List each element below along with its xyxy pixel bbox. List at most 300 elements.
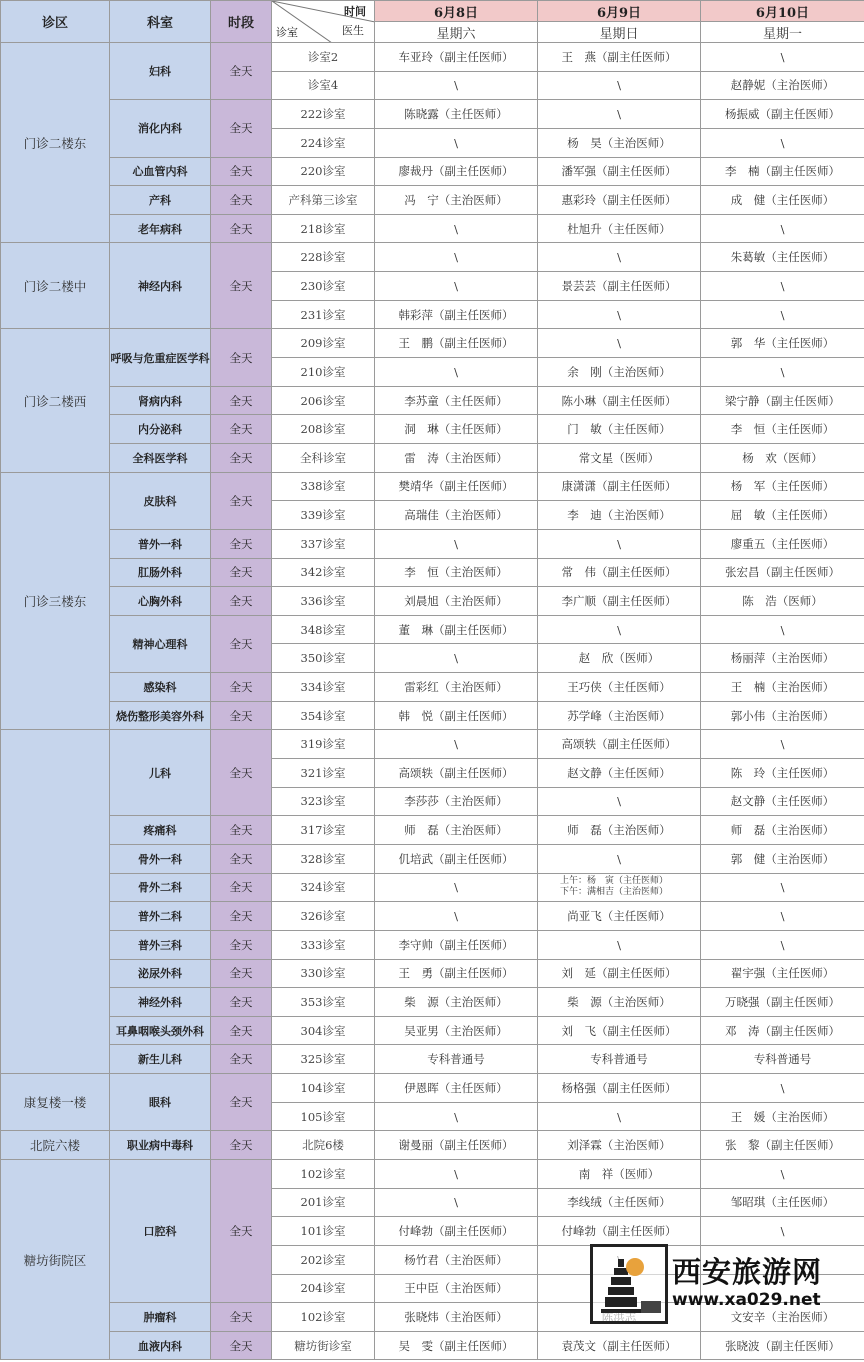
room-cell: 210诊室 <box>272 358 375 387</box>
area-cell <box>1 730 110 1074</box>
area-cell: 糖坊街院区 <box>1 1159 110 1359</box>
date-2: 6月9日 <box>538 1 701 22</box>
weekday-2: 星期日 <box>538 22 701 43</box>
watermark-logo <box>586 1244 848 1322</box>
room-cell: 206诊室 <box>272 386 375 415</box>
doctor-cell <box>538 873 701 902</box>
doctor-cell: 邓 涛（副主任医师） <box>701 1016 864 1045</box>
period-cell: 全天 <box>211 816 272 845</box>
period-cell: 全天 <box>211 930 272 959</box>
table-row <box>1 415 864 444</box>
doctor-cell: \ <box>375 243 538 272</box>
doctor-cell: \ <box>538 100 701 129</box>
room-cell: 337诊室 <box>272 529 375 558</box>
doctor-cell: 刘 延（副主任医师） <box>538 959 701 988</box>
doctor-cell: 王 媛（主治医师） <box>701 1102 864 1131</box>
room-cell: 321诊室 <box>272 759 375 788</box>
room-cell: 228诊室 <box>272 243 375 272</box>
room-cell: 354诊室 <box>272 701 375 730</box>
room-cell: 350诊室 <box>272 644 375 673</box>
doctor-cell: \ <box>538 329 701 358</box>
doctor-cell: \ <box>701 300 864 329</box>
room-cell: 328诊室 <box>272 844 375 873</box>
watermark-url: www.xa029.net <box>672 1290 821 1310</box>
doctor-cell: 付峰勃（副主任医师） <box>375 1217 538 1246</box>
table-row <box>1 959 864 988</box>
doctor-cell: \ <box>701 43 864 72</box>
table-row <box>1 1045 864 1074</box>
dept-cell: 肛肠外科 <box>110 558 211 587</box>
doctor-cell: 杨 欢（医师） <box>701 443 864 472</box>
doctor-cell: \ <box>375 730 538 759</box>
period-cell: 全天 <box>211 415 272 444</box>
dept-cell: 烧伤整形美容外科 <box>110 701 211 730</box>
table-row <box>1 1016 864 1045</box>
table-row <box>1 386 864 415</box>
room-cell: 353诊室 <box>272 988 375 1017</box>
room-cell: 224诊室 <box>272 128 375 157</box>
doctor-cell: 杨竹君（主治医师） <box>375 1245 538 1274</box>
area-cell: 门诊二楼东 <box>1 43 110 243</box>
watermark-title: 西安旅游网 <box>672 1255 823 1289</box>
doctor-cell: 郭小伟（主治医师） <box>701 701 864 730</box>
doctor-cell: 伊恩晖（主任医师） <box>375 1074 538 1103</box>
doctor-cell: 仉培武（副主任医师） <box>375 844 538 873</box>
doctor-cell: 梁宁静（副主任医师） <box>701 386 864 415</box>
doctor-cell: 专科普通号 <box>375 1045 538 1074</box>
room-cell: 339诊室 <box>272 501 375 530</box>
dept-cell: 血液内科 <box>110 1331 211 1360</box>
period-cell: 全天 <box>211 1074 272 1131</box>
doctor-cell: 余 刚（主治医师） <box>538 358 701 387</box>
doctor-cell: 李 恒（主治医师） <box>375 558 538 587</box>
doctor-cell: \ <box>701 902 864 931</box>
table-row <box>1 214 864 243</box>
room-cell: 201诊室 <box>272 1188 375 1217</box>
doctor-cell: \ <box>701 1159 864 1188</box>
dept-cell: 消化内科 <box>110 100 211 157</box>
room-cell: 348诊室 <box>272 615 375 644</box>
doctor-cell: \ <box>538 844 701 873</box>
doctor-cell: 朱葛敏（主任医师） <box>701 243 864 272</box>
room-cell: 218诊室 <box>272 214 375 243</box>
table-row <box>1 472 864 501</box>
doctor-cell: 郭 华（主任医师） <box>701 329 864 358</box>
doctor-cell: 雷彩红（主治医师） <box>375 673 538 702</box>
header-corner <box>272 1 375 43</box>
dept-cell: 眼科 <box>110 1074 211 1131</box>
table-row <box>1 615 864 644</box>
doctor-cell: \ <box>701 358 864 387</box>
room-cell: 323诊室 <box>272 787 375 816</box>
room-cell: 104诊室 <box>272 1074 375 1103</box>
room-cell: 糖坊街诊室 <box>272 1331 375 1360</box>
room-cell: 102诊室 <box>272 1303 375 1332</box>
room-cell: 222诊室 <box>272 100 375 129</box>
doctor-cell: 李苏童（主任医师） <box>375 386 538 415</box>
dept-cell: 神经内科 <box>110 243 211 329</box>
period-cell: 全天 <box>211 558 272 587</box>
table-row <box>1 902 864 931</box>
doctor-cell: 屈 敏（主任医师） <box>701 501 864 530</box>
period-cell: 全天 <box>211 1303 272 1332</box>
period-cell: 全天 <box>211 988 272 1017</box>
room-cell: 336诊室 <box>272 587 375 616</box>
period-cell: 全天 <box>211 529 272 558</box>
doctor-cell: \ <box>701 214 864 243</box>
doctor-cell: 邹昭琪（主任医师） <box>701 1188 864 1217</box>
doctor-cell: 文安辛（主治医师） <box>701 1303 864 1332</box>
period-cell: 全天 <box>211 1016 272 1045</box>
table-row <box>1 1074 864 1103</box>
period-cell: 全天 <box>211 214 272 243</box>
table-row <box>1 587 864 616</box>
room-cell: 204诊室 <box>272 1274 375 1303</box>
doctor-cell: 苏学峰（主治医师） <box>538 701 701 730</box>
dept-cell: 耳鼻咽喉头颈外科 <box>110 1016 211 1045</box>
header-dept: 科室 <box>110 1 211 43</box>
room-cell: 319诊室 <box>272 730 375 759</box>
doctor-cell: 刘晨旭（主治医师） <box>375 587 538 616</box>
doctor-cell: 高颂轶（副主任医师） <box>375 759 538 788</box>
weekday-1: 星期六 <box>375 22 538 43</box>
room-cell: 333诊室 <box>272 930 375 959</box>
doctor-cell: \ <box>701 128 864 157</box>
room-cell: 330诊室 <box>272 959 375 988</box>
table-row <box>1 673 864 702</box>
doctor-cell: \ <box>701 873 864 902</box>
doctor-cell: 陈 浩（医师） <box>701 587 864 616</box>
doctor-cell: 董 琳（副主任医师） <box>375 615 538 644</box>
period-cell: 全天 <box>211 959 272 988</box>
doctor-cell: 高颂轶（副主任医师） <box>538 730 701 759</box>
doctor-cell: \ <box>375 214 538 243</box>
dept-cell: 儿科 <box>110 730 211 816</box>
period-cell: 全天 <box>211 1131 272 1160</box>
table-row <box>1 701 864 730</box>
table-row <box>1 558 864 587</box>
doctor-cell: 杨格强（副主任医师） <box>538 1074 701 1103</box>
doctor-cell: 陈晓露（主任医师） <box>375 100 538 129</box>
doctor-cell: 袁茂文（副主任医师） <box>538 1331 701 1360</box>
dept-cell: 疼痛科 <box>110 816 211 845</box>
area-cell: 门诊三楼东 <box>1 472 110 730</box>
doctor-cell: 陈 玲（主任医师） <box>701 759 864 788</box>
doctor-cell: \ <box>701 1217 864 1246</box>
dept-cell: 心胸外科 <box>110 587 211 616</box>
dept-cell: 肿瘤科 <box>110 1303 211 1332</box>
doctor-cell: 廖裁丹（副主任医师） <box>375 157 538 186</box>
sun-icon <box>626 1258 644 1276</box>
doctor-cell: 赵 欣（医师） <box>538 644 701 673</box>
dept-cell: 妇科 <box>110 43 211 100</box>
dept-cell: 骨外一科 <box>110 844 211 873</box>
dept-cell: 新生儿科 <box>110 1045 211 1074</box>
period-cell: 全天 <box>211 873 272 902</box>
period-cell: 全天 <box>211 186 272 215</box>
doctor-cell: 杨振威（副主任医师） <box>701 100 864 129</box>
room-cell: 101诊室 <box>272 1217 375 1246</box>
doctor-cell: \ <box>701 272 864 301</box>
doctor-cell: 付峰勃（副主任医师） <box>538 1217 701 1246</box>
dept-cell: 职业病中毒科 <box>110 1131 211 1160</box>
table-row <box>1 1331 864 1360</box>
doctor-cell: 成 健（主任医师） <box>701 186 864 215</box>
dept-cell: 骨外二科 <box>110 873 211 902</box>
period-cell: 全天 <box>211 1331 272 1360</box>
doctor-cell: 常文星（医师） <box>538 443 701 472</box>
area-cell: 门诊二楼西 <box>1 329 110 472</box>
area-cell: 门诊二楼中 <box>1 243 110 329</box>
period-cell: 全天 <box>211 701 272 730</box>
doctor-cell: 张宏昌（副主任医师） <box>701 558 864 587</box>
doctor-cell: 张 黎（副主任医师） <box>701 1131 864 1160</box>
room-cell: 诊室2 <box>272 43 375 72</box>
table-row <box>1 844 864 873</box>
table-row <box>1 1159 864 1188</box>
room-cell: 334诊室 <box>272 673 375 702</box>
header-period: 时段 <box>211 1 272 43</box>
doctor-cell: 潘军强（副主任医师） <box>538 157 701 186</box>
dept-cell: 心血管内科 <box>110 157 211 186</box>
doctor-cell: \ <box>375 1159 538 1188</box>
dept-cell: 老年病科 <box>110 214 211 243</box>
doctor-cell: 谢曼丽（副主任医师） <box>375 1131 538 1160</box>
dept-cell: 口腔科 <box>110 1159 211 1302</box>
doctor-cell: 李莎莎（主治医师） <box>375 787 538 816</box>
room-cell: 209诊室 <box>272 329 375 358</box>
room-cell: 北院6楼 <box>272 1131 375 1160</box>
doctor-cell: 赵静妮（主治医师） <box>701 71 864 100</box>
room-cell: 231诊室 <box>272 300 375 329</box>
doctor-cell: \ <box>375 902 538 931</box>
period-cell: 全天 <box>211 157 272 186</box>
doctor-cell: 车亚玲（副主任医师） <box>375 43 538 72</box>
doctor-cell: \ <box>538 930 701 959</box>
dept-cell: 普外一科 <box>110 529 211 558</box>
doctor-cell: 雷 涛（主治医师） <box>375 443 538 472</box>
doctor-cell: 王 燕（副主任医师） <box>538 43 701 72</box>
doctor-cell: \ <box>375 529 538 558</box>
period-cell: 全天 <box>211 615 272 672</box>
doctor-cell: 陈小琳（副主任医师） <box>538 386 701 415</box>
doctor-cell: \ <box>538 529 701 558</box>
period-cell: 全天 <box>211 844 272 873</box>
doctor-cell: 郭 健（主治医师） <box>701 844 864 873</box>
dept-cell: 皮肤科 <box>110 472 211 529</box>
room-cell: 105诊室 <box>272 1102 375 1131</box>
room-cell: 102诊室 <box>272 1159 375 1188</box>
period-cell: 全天 <box>211 243 272 329</box>
doctor-cell: 冯 宁（主治医师） <box>375 186 538 215</box>
doctor-cell: 高瑞佳（主治医师） <box>375 501 538 530</box>
doctor-cell: 韩 悦（副主任医师） <box>375 701 538 730</box>
dept-cell: 肾病内科 <box>110 386 211 415</box>
doctor-cell: \ <box>538 1102 701 1131</box>
dept-cell: 神经外科 <box>110 988 211 1017</box>
header-area: 诊区 <box>1 1 110 43</box>
doctor-cell: 万晓强（副主任医师） <box>701 988 864 1017</box>
doctor-cell: 李广顺（副主任医师） <box>538 587 701 616</box>
doctor-cell: \ <box>538 787 701 816</box>
doctor-cell: \ <box>375 71 538 100</box>
table-row <box>1 443 864 472</box>
doctor-cell: 惠彩玲（副主任医师） <box>538 186 701 215</box>
doctor-cell: 赵文静（主任医师） <box>701 787 864 816</box>
doctor-cell: 樊靖华（副主任医师） <box>375 472 538 501</box>
dept-cell: 泌尿外科 <box>110 959 211 988</box>
doctor-cell: 吴亚男（主治医师） <box>375 1016 538 1045</box>
dept-cell: 呼吸与危重症医学科 <box>110 329 211 386</box>
doctor-cell: 门 敏（主任医师） <box>538 415 701 444</box>
doctor-cell: 刘泽霖（主治医师） <box>538 1131 701 1160</box>
doctor-cell: 王巧侠（主任医师） <box>538 673 701 702</box>
doctor-cell: 李 迪（主治医师） <box>538 501 701 530</box>
doctor-cell: 李 恒（主任医师） <box>701 415 864 444</box>
doctor-cell: 王 鹏（副主任医师） <box>375 329 538 358</box>
room-cell: 220诊室 <box>272 157 375 186</box>
table-row <box>1 100 864 129</box>
doctor-line: 下午：满相吉（主治医师） <box>560 887 669 898</box>
area-cell: 北院六楼 <box>1 1131 110 1160</box>
table-row <box>1 730 864 759</box>
doctor-cell: \ <box>701 1074 864 1103</box>
doctor-cell: 康潇潇（副主任医师） <box>538 472 701 501</box>
doctor-cell: \ <box>538 615 701 644</box>
period-cell: 全天 <box>211 329 272 386</box>
doctor-line: 上午：杨 寅（主任医师） <box>560 876 669 887</box>
doctor-cell: 韩彩萍（副主任医师） <box>375 300 538 329</box>
doctor-cell: 师 磊（主治医师） <box>538 816 701 845</box>
doctor-cell: 柴 源（主治医师） <box>375 988 538 1017</box>
doctor-cell: 洞 琳（主任医师） <box>375 415 538 444</box>
room-cell: 诊室4 <box>272 71 375 100</box>
period-cell: 全天 <box>211 386 272 415</box>
doctor-cell: 王中臣（主治医师） <box>375 1274 538 1303</box>
doctor-cell: 常 伟（副主任医师） <box>538 558 701 587</box>
table-row <box>1 529 864 558</box>
room-cell: 202诊室 <box>272 1245 375 1274</box>
room-cell: 317诊室 <box>272 816 375 845</box>
dept-cell: 感染科 <box>110 673 211 702</box>
dept-cell: 精神心理科 <box>110 615 211 672</box>
doctor-cell: \ <box>538 300 701 329</box>
period-cell: 全天 <box>211 587 272 616</box>
doctor-cell: 杨丽萍（主治医师） <box>701 644 864 673</box>
doctor-cell: 尚亚飞（主任医师） <box>538 902 701 931</box>
doctor-cell: 师 磊（主治医师） <box>701 816 864 845</box>
doctor-cell: \ <box>375 644 538 673</box>
doctor-cell: 专科普通号 <box>701 1045 864 1074</box>
period-cell: 全天 <box>211 100 272 157</box>
doctor-cell: \ <box>375 272 538 301</box>
room-cell: 326诊室 <box>272 902 375 931</box>
table-row <box>1 329 864 358</box>
room-cell: 208诊室 <box>272 415 375 444</box>
doctor-cell: \ <box>375 358 538 387</box>
dept-cell: 全科医学科 <box>110 443 211 472</box>
doctor-cell: 杨 军（主任医师） <box>701 472 864 501</box>
doctor-cell: 张晓波（副主任医师） <box>701 1331 864 1360</box>
weekday-3: 星期一 <box>701 22 864 43</box>
doctor-cell: 赵文静（主任医师） <box>538 759 701 788</box>
doctor-cell: \ <box>701 615 864 644</box>
doctor-cell: \ <box>538 243 701 272</box>
doctor-cell: 王 楠（主治医师） <box>701 673 864 702</box>
doctor-cell: 柴 源（主治医师） <box>538 988 701 1017</box>
doctor-cell: 李守帅（副主任医师） <box>375 930 538 959</box>
doctor-cell: \ <box>375 1188 538 1217</box>
doctor-cell: 吴 雯（副主任医师） <box>375 1331 538 1360</box>
period-cell: 全天 <box>211 673 272 702</box>
period-cell: 全天 <box>211 1159 272 1302</box>
date-1: 6月8日 <box>375 1 538 22</box>
dept-cell: 普外二科 <box>110 902 211 931</box>
doctor-cell: 杨 昊（主治医师） <box>538 128 701 157</box>
doctor-cell: \ <box>701 730 864 759</box>
doctor-cell: 廖重五（主任医师） <box>701 529 864 558</box>
table-row <box>1 243 864 272</box>
doctor-cell: 师 磊（主治医师） <box>375 816 538 845</box>
table-row <box>1 43 864 72</box>
room-cell: 产科第三诊室 <box>272 186 375 215</box>
room-cell: 324诊室 <box>272 873 375 902</box>
doctor-cell: 李 楠（副主任医师） <box>701 157 864 186</box>
period-cell: 全天 <box>211 1045 272 1074</box>
table-row <box>1 186 864 215</box>
doctor-cell: \ <box>538 71 701 100</box>
area-cell: 康复楼一楼 <box>1 1074 110 1131</box>
pagoda-icon <box>590 1244 668 1324</box>
room-cell: 325诊室 <box>272 1045 375 1074</box>
room-cell: 342诊室 <box>272 558 375 587</box>
table-row <box>1 988 864 1017</box>
room-cell: 304诊室 <box>272 1016 375 1045</box>
corner-time-label: 时间 <box>344 5 366 18</box>
dept-cell: 内分泌科 <box>110 415 211 444</box>
room-cell: 338诊室 <box>272 472 375 501</box>
doctor-cell: 刘 飞（副主任医师） <box>538 1016 701 1045</box>
doctor-cell: \ <box>375 128 538 157</box>
table-row <box>1 873 864 902</box>
doctor-cell: \ <box>375 873 538 902</box>
doctor-cell: 专科普通号 <box>538 1045 701 1074</box>
table-row <box>1 157 864 186</box>
doctor-cell: 杜旭升（主任医师） <box>538 214 701 243</box>
period-cell: 全天 <box>211 472 272 529</box>
period-cell: 全天 <box>211 443 272 472</box>
table-row <box>1 930 864 959</box>
doctor-cell: 景芸芸（副主任医师） <box>538 272 701 301</box>
dept-cell: 产科 <box>110 186 211 215</box>
period-cell: 全天 <box>211 902 272 931</box>
table-row <box>1 816 864 845</box>
corner-room-label: 诊室 <box>276 26 298 39</box>
room-cell: 230诊室 <box>272 272 375 301</box>
doctor-cell: \ <box>375 1102 538 1131</box>
period-cell: 全天 <box>211 730 272 816</box>
doctor-cell: 王 勇（副主任医师） <box>375 959 538 988</box>
dept-cell: 普外三科 <box>110 930 211 959</box>
doctor-cell: 李线绒（主任医师） <box>538 1188 701 1217</box>
doctor-cell: \ <box>701 930 864 959</box>
room-cell: 全科诊室 <box>272 443 375 472</box>
corner-doctor-label: 医生 <box>342 24 364 37</box>
date-3: 6月10日 <box>701 1 864 22</box>
period-cell: 全天 <box>211 43 272 100</box>
doctor-cell: 翟宇强（主任医师） <box>701 959 864 988</box>
doctor-cell: 南 祥（医师） <box>538 1159 701 1188</box>
